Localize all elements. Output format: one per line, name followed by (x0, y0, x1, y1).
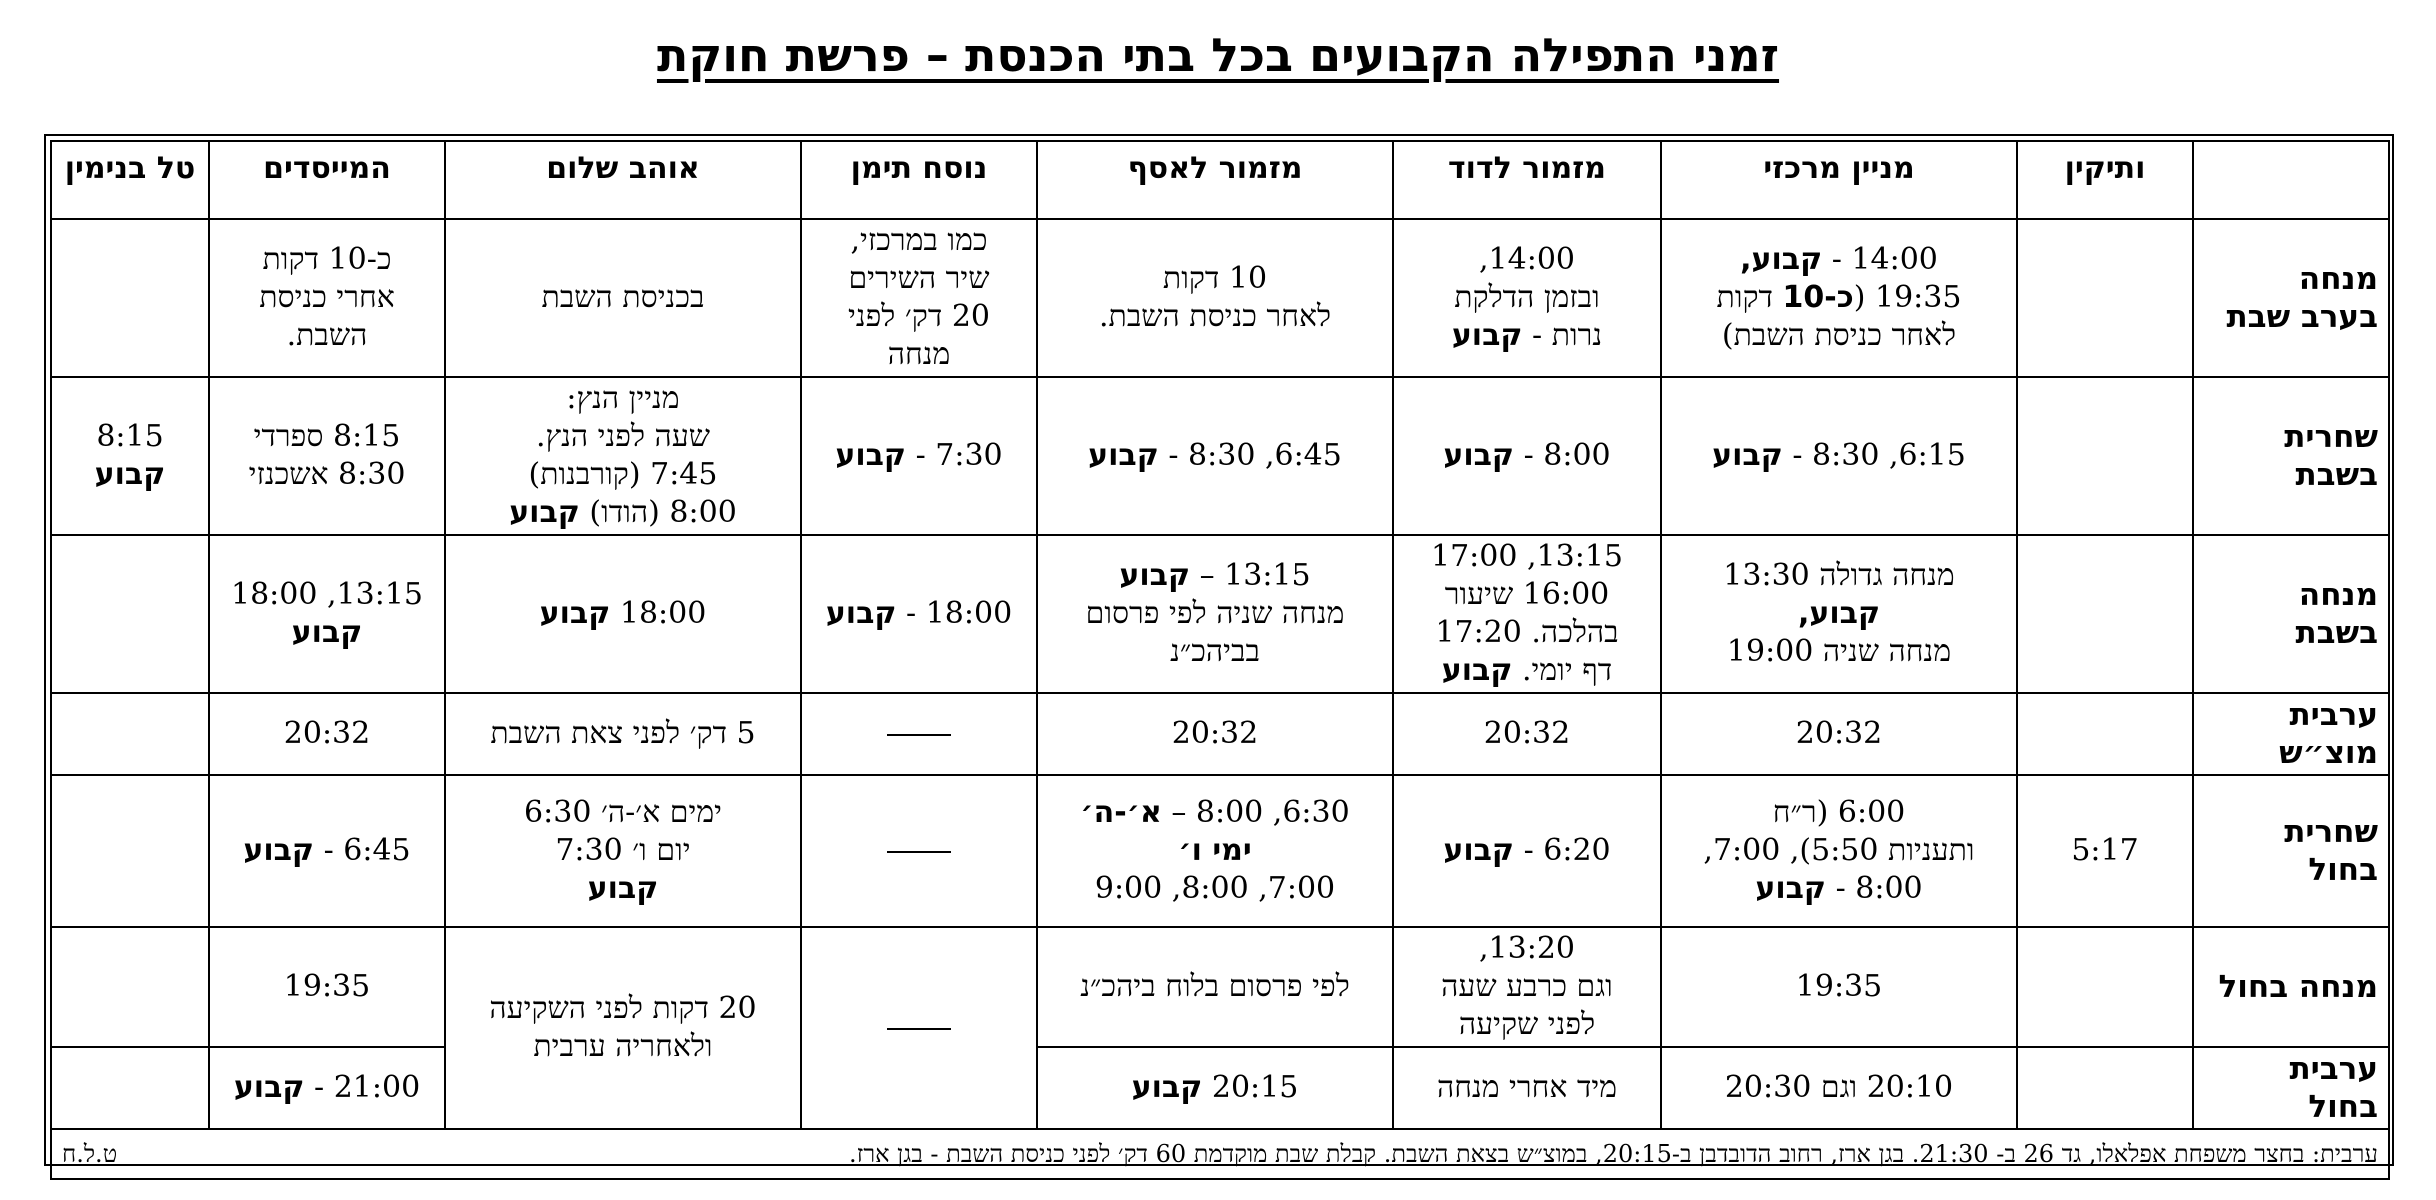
table-row-mincha-shabbat (51, 535, 2389, 693)
cell-text: 19:35 ( (1853, 280, 1962, 315)
cell-line (1400, 576, 1654, 614)
cell-mizmor-ledavid: מיד אחרי מנחה (1393, 1047, 1661, 1129)
cell-line: לפני שקיעה (1458, 1007, 1596, 1042)
cell-minyan-merkazi (1661, 775, 2017, 927)
empty-dash (887, 734, 951, 736)
cell-text: אחרי כניסת (259, 280, 395, 315)
cell-line (216, 456, 438, 494)
footer-text: ערבית: בחצר משפחת אפלאלו, גד 26 ב- 21:30. בגן ארז, רחוב הדובדבן ב-20:15, במוצ״ש בצאת השבת. קבלת שבת מוקדמת 60 דק׳ לפני כניסת השבת - בגן ארז. (849, 1140, 2378, 1168)
cell-line (1044, 832, 1386, 870)
row-label-line: מנחה (2298, 577, 2378, 613)
cell-hameyasdim (209, 377, 445, 535)
fixed-label: קבוע (825, 596, 897, 631)
cell-line (452, 832, 794, 870)
cell-vatikin (2017, 377, 2193, 535)
row-label-arvit-motzash (2193, 693, 2389, 775)
fixed-label: קבוע (509, 495, 580, 530)
cell-text: נרות - (1522, 318, 1603, 353)
row-label-arvit-chol (2193, 1047, 2389, 1129)
cell-text: מניין הנץ: (566, 381, 680, 416)
cell-vatikin (2017, 1047, 2193, 1129)
cell-ohev-shalom (445, 927, 801, 1129)
fixed-label: קבוע, (1797, 596, 1881, 631)
cell-line (2024, 832, 2186, 870)
table-row-shacharit-shabbat (51, 377, 2389, 535)
fixed-label: קבוע (291, 615, 363, 650)
cell-mizmor-laasaf (1037, 219, 1393, 377)
cell-line: 13:20, (1478, 931, 1575, 966)
cell-line (1400, 241, 1654, 279)
fixed-label: קבוע (1451, 318, 1523, 353)
cell-line (1044, 557, 1386, 595)
cell-ohev-shalom (445, 775, 801, 927)
page-title: זמני התפילה הקבועים בכל בתי הכנסת – פרשת חוקת (656, 28, 1780, 82)
cell-line (808, 336, 1030, 374)
cell-line (452, 595, 794, 633)
cell-text: 13:15 – (1190, 558, 1311, 593)
table-row-footer (51, 1129, 2389, 1179)
cell-minyan-merkazi (1661, 219, 2017, 377)
fixed-label: קבוע (1443, 438, 1515, 473)
cell-hameyasdim (209, 219, 445, 377)
cell-ohev-shalom (445, 535, 801, 693)
fixed-label: ימי ו׳ (1178, 833, 1252, 868)
cell-text: כמו במרכזי, (850, 223, 988, 258)
row-label-line: מנחה (2298, 261, 2378, 297)
cell-line (808, 260, 1030, 298)
cell-line (1668, 794, 2010, 832)
cell-line (1400, 317, 1654, 355)
cell-vatikin (2017, 535, 2193, 693)
cell-tal-binyamin (51, 927, 209, 1047)
cell-text: 16:00 שיעור (1444, 577, 1610, 612)
cell-line (1400, 715, 1654, 753)
cell-text: 20:32 (283, 716, 371, 751)
cell-text: 6:15, 8:30 - (1782, 438, 1966, 473)
cell-line (808, 595, 1030, 633)
cell-text: השבת. (286, 318, 368, 353)
cell-text: 6:20 - (1514, 833, 1611, 868)
cell-line (1400, 832, 1654, 870)
row-label-mincha-chol: מנחה בחול (2193, 927, 2389, 1047)
cell-minyan-merkazi (1661, 535, 2017, 693)
cell-text: 18:00 - (896, 596, 1013, 631)
cell-mizmor-ledavid (1393, 377, 1661, 535)
cell-line: וגם כרבע שעה (1441, 969, 1613, 1004)
header-cell-ohev-shalom: אוהב שלום (445, 141, 801, 219)
cell-line (1044, 437, 1386, 475)
fixed-label: קבוע (539, 596, 611, 631)
table-row-arvit-chol (51, 1047, 2389, 1129)
cell-line (216, 832, 438, 870)
cell-text: כ-10 דקות (262, 242, 392, 277)
cell-text: 6:45 - (314, 833, 411, 868)
fixed-label: קבוע (835, 438, 907, 473)
cell-line (1044, 870, 1386, 908)
cell-text: ותעניות 5:50), 7:00, (1703, 833, 1975, 868)
cell-tal-binyamin (51, 775, 209, 927)
cell-text: 21:00 - (304, 1070, 421, 1105)
cell-text: 7:00, 8:00, 9:00 (1094, 871, 1336, 906)
row-label-line: בחול (2308, 852, 2378, 888)
cell-text: דף יומי. (1512, 653, 1613, 688)
cell-ohev-shalom (445, 219, 801, 377)
cell-line (1668, 633, 2010, 671)
header-cell-corner (2193, 141, 2389, 219)
cell-line (1668, 715, 2010, 753)
cell-text: 8:00 - (1514, 438, 1611, 473)
cell-line (1044, 633, 1386, 671)
cell-mizmor-ledavid (1393, 219, 1661, 377)
cell-text: בהלכה. 17:20 (1435, 615, 1619, 650)
cell-text: 6:45, 8:30 - (1158, 438, 1342, 473)
cell-line (1044, 595, 1386, 633)
cell-mizmor-laasaf (1037, 775, 1393, 927)
cell-text: יום ו׳ 7:30 (555, 833, 691, 868)
cell-line (452, 494, 794, 532)
header-cell-mizmor-ledavid: מזמור לדוד (1393, 141, 1661, 219)
cell-tal-binyamin (51, 1047, 209, 1129)
cell-text: 20:32 (1795, 716, 1883, 751)
row-label-shacharit-shabbat (2193, 377, 2389, 535)
cell-text: 13:15, 17:00 (1430, 539, 1623, 574)
cell-text: שיר השירים (848, 261, 990, 296)
fixed-label: קבוע (1755, 871, 1827, 906)
header-cell-nusach-teiman: נוסח תימן (801, 141, 1037, 219)
cell-line (216, 317, 438, 355)
cell-vatikin (2017, 219, 2193, 377)
cell-line (452, 715, 794, 753)
cell-hameyasdim (209, 775, 445, 927)
header-row (51, 141, 2389, 219)
cell-line (216, 614, 438, 652)
header-cell-vatikin: ותיקין (2017, 141, 2193, 219)
cell-line (1400, 538, 1654, 576)
cell-text: 6:30, 8:00 – (1161, 795, 1350, 830)
cell-text: 6:00 (ר״ח (1772, 795, 1906, 830)
cell-hameyasdim (209, 693, 445, 775)
cell-vatikin (2017, 775, 2193, 927)
cell-mizmor-laasaf (1037, 377, 1393, 535)
cell-tal-binyamin (51, 219, 209, 377)
row-label-line: בשבת (2295, 457, 2378, 493)
cell-tal-binyamin (51, 377, 209, 535)
cell-mizmor-laasaf: לפי פרסום בלוח ביהכ״נ (1037, 927, 1393, 1047)
row-label-line: ערבית (2289, 1051, 2378, 1087)
cell-text: 7:30 - (906, 438, 1003, 473)
cell-minyan-merkazi: 19:35 (1661, 927, 2017, 1047)
cell-text: ובזמן הדלקת (1454, 280, 1600, 315)
cell-line (1668, 241, 2010, 279)
empty-dash (887, 1028, 951, 1030)
fixed-label: קבוע (1441, 653, 1513, 688)
cell-text: 20:32 (1483, 716, 1571, 751)
cell-line (452, 870, 794, 908)
fixed-label: קבוע (587, 871, 659, 906)
cell-text: 7:45 (קורבנות) (528, 457, 718, 492)
cell-hameyasdim (209, 535, 445, 693)
cell-ohev-shalom (445, 693, 801, 775)
cell-vatikin (2017, 927, 2193, 1047)
row-label-line: בחול (2308, 1089, 2378, 1125)
cell-line (452, 380, 794, 418)
row-label-line: מוצ״ש (2279, 735, 2378, 771)
table-row-shacharit-chol (51, 775, 2389, 927)
cell-nusach-teiman (801, 693, 1037, 775)
cell-text: 8:15 ספרדי (253, 419, 401, 454)
cell-line: 20 דקות לפני השקיעה (489, 991, 757, 1026)
cell-text: בביהכ״נ (1170, 634, 1260, 669)
fixed-label: קבוע, (1740, 242, 1823, 277)
cell-text: בכניסת השבת (541, 280, 705, 315)
footer-signature: ט.ל.ח (62, 1140, 118, 1168)
cell-line (452, 794, 794, 832)
table-row-mincha-chol (51, 927, 2389, 1047)
cell-mizmor-laasaf (1037, 693, 1393, 775)
fixed-label: קבוע (94, 457, 166, 492)
header-cell-hameyasdim: המייסדים (209, 141, 445, 219)
cell-text: 20 דק׳ לפני (847, 299, 991, 334)
empty-dash (887, 851, 951, 853)
fixed-label: קבוע (1443, 833, 1515, 868)
cell-nusach-teiman (801, 219, 1037, 377)
cell-ohev-shalom (445, 377, 801, 535)
cell-line (1044, 260, 1386, 298)
fixed-label: כ-10 (1782, 280, 1854, 315)
cell-line (808, 222, 1030, 260)
header-cell-mizmor-laasaf: מזמור לאסף (1037, 141, 1393, 219)
cell-minyan-merkazi (1661, 377, 2017, 535)
cell-hameyasdim (209, 1047, 445, 1129)
cell-text: 14:00, (1478, 242, 1575, 277)
cell-line (452, 279, 794, 317)
cell-text: 5 דק׳ לפני צאת השבת (490, 716, 756, 751)
cell-nusach-teiman (801, 377, 1037, 535)
cell-mizmor-ledavid (1393, 775, 1661, 927)
cell-tal-binyamin (51, 535, 209, 693)
cell-line (1400, 279, 1654, 317)
header-cell-tal-binyamin: טל בנימין (51, 141, 209, 219)
cell-text: 20:15 (1202, 1070, 1299, 1105)
cell-text: 13:15, 18:00 (230, 577, 423, 612)
cell-line (808, 437, 1030, 475)
cell-minyan-merkazi (1661, 693, 2017, 775)
cell-text: לאחר כניסת השבת) (1721, 318, 1957, 353)
cell-line (808, 298, 1030, 336)
cell-line (1044, 715, 1386, 753)
cell-line (216, 715, 438, 753)
cell-nusach-teiman (801, 927, 1037, 1129)
cell-line (58, 418, 202, 456)
cell-text: 8:00 (הודו) (579, 495, 737, 530)
cell-vatikin (2017, 693, 2193, 775)
table-row-mincha-erev-shabbat (51, 219, 2389, 377)
cell-line (1400, 652, 1654, 690)
cell-text: לאחר כניסת השבת. (1098, 299, 1332, 334)
fixed-label: קבוע (233, 1070, 305, 1105)
footer-note (51, 1129, 2389, 1179)
row-label-line: שחרית (2284, 814, 2378, 850)
row-label-line: ערבית (2289, 697, 2378, 733)
cell-line (216, 418, 438, 456)
cell-line (1400, 437, 1654, 475)
cell-text: 8:00 - (1826, 871, 1923, 906)
cell-mizmor-ledavid (1393, 535, 1661, 693)
cell-line (1668, 870, 2010, 908)
cell-line (452, 418, 794, 456)
cell-text: דקות (1716, 280, 1783, 315)
cell-tal-binyamin (51, 693, 209, 775)
cell-text: 8:15 (96, 419, 164, 454)
cell-text: 14:00 - (1822, 242, 1938, 277)
row-label-mincha-shabbat (2193, 535, 2389, 693)
cell-line (1668, 279, 2010, 317)
cell-line (58, 456, 202, 494)
fixed-label: קבוע (1131, 1070, 1203, 1105)
cell-mizmor-laasaf (1037, 1047, 1393, 1129)
cell-text: 5:17 (2071, 833, 2139, 868)
table-row-arvit-motzash (51, 693, 2389, 775)
header-cell-minyan-merkazi: מניין מרכזי (1661, 141, 2017, 219)
row-label-line: בשבת (2295, 615, 2378, 651)
cell-nusach-teiman (801, 775, 1037, 927)
cell-line (1668, 317, 2010, 355)
row-label-line: שחרית (2284, 419, 2378, 455)
cell-text: 18:00 (610, 596, 707, 631)
cell-line (216, 576, 438, 614)
cell-mizmor-laasaf (1037, 535, 1393, 693)
cell-mizmor-ledavid (1393, 693, 1661, 775)
cell-line (1044, 794, 1386, 832)
fixed-label: קבוע (1119, 558, 1191, 593)
row-label-shacharit-chol (2193, 775, 2389, 927)
cell-text: מנחה (887, 337, 951, 372)
cell-line (452, 456, 794, 494)
cell-line (1668, 437, 2010, 475)
cell-text: שעה לפני הנץ. (535, 419, 711, 454)
prayer-times-table (50, 140, 2390, 1180)
cell-text: מנחה שניה 19:00 (1726, 634, 1952, 669)
cell-line (1400, 614, 1654, 652)
cell-line (216, 241, 438, 279)
cell-text: 8:30 אשכנזי (248, 457, 406, 492)
cell-text: מנחה גדולה 13:30 (1723, 558, 1955, 593)
cell-mizmor-ledavid (1393, 927, 1661, 1047)
cell-line (1668, 557, 2010, 595)
fixed-label: קבוע (1088, 438, 1159, 473)
cell-line (1668, 832, 2010, 870)
cell-text: 20:32 (1171, 716, 1259, 751)
cell-line (216, 279, 438, 317)
cell-minyan-merkazi: 20:10 וגם 20:30 (1661, 1047, 2017, 1129)
fixed-label: קבוע (1712, 438, 1783, 473)
cell-hameyasdim: 19:35 (209, 927, 445, 1047)
row-label-mincha-erev-shabbat (2193, 219, 2389, 377)
cell-line (1668, 595, 2010, 633)
row-label-line: בערב שבת (2226, 299, 2378, 335)
cell-text: 10 דקות (1162, 261, 1268, 296)
fixed-label: א׳-ה׳ (1080, 795, 1162, 830)
cell-text: מנחה שניה לפי פרסום (1085, 596, 1345, 631)
fixed-label: קבוע (243, 833, 315, 868)
cell-line (1044, 298, 1386, 336)
cell-nusach-teiman (801, 535, 1037, 693)
cell-line: ולאחריה ערבית (533, 1029, 713, 1064)
cell-text: ימים א׳-ה׳ 6:30 (524, 795, 722, 830)
